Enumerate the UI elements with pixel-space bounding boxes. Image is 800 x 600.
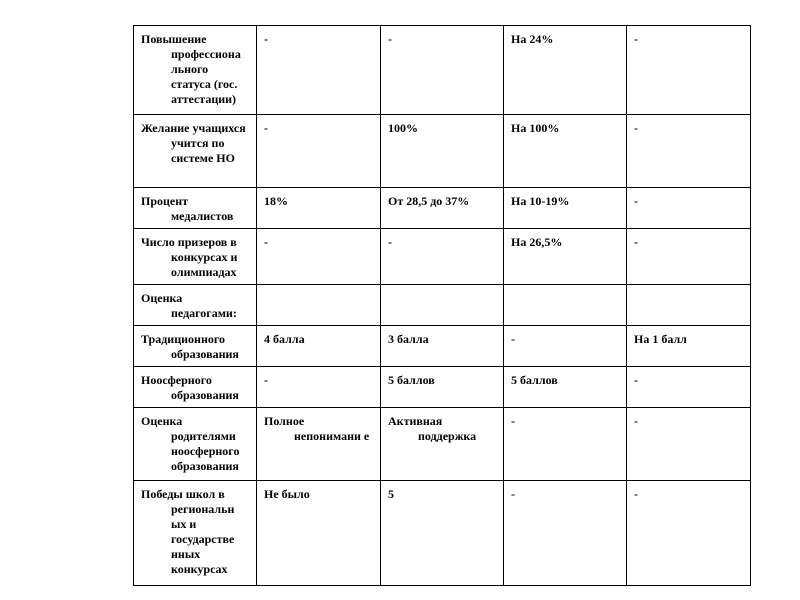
table-cell (257, 188, 381, 229)
cell-text: От 28,5 до 37% (388, 194, 470, 208)
row-label-cell (134, 26, 257, 115)
cell-text: - (511, 332, 515, 346)
cell-text: - (634, 414, 638, 428)
cell-text: - (511, 414, 515, 428)
cell-text: На 100% (511, 121, 560, 135)
table-row (134, 285, 751, 326)
table-cell (504, 115, 627, 188)
table-cell (504, 326, 627, 367)
table-row (134, 115, 751, 188)
cell-text: - (634, 487, 638, 501)
table-cell (381, 26, 504, 115)
table-row (134, 26, 751, 115)
table-row (134, 481, 751, 586)
row-label-cell (134, 229, 257, 285)
cell-text: - (388, 32, 392, 46)
table-cell (627, 367, 751, 408)
row-label-cell (134, 408, 257, 481)
table-cell (257, 115, 381, 188)
table-cell (381, 367, 504, 408)
table-cell (381, 408, 504, 481)
cell-text: 3 балла (388, 332, 429, 346)
table-cell (381, 285, 504, 326)
table-cell (504, 229, 627, 285)
table-row (134, 326, 751, 367)
table-cell (381, 115, 504, 188)
cell-text: - (634, 194, 638, 208)
table-cell (257, 326, 381, 367)
table-cell (381, 188, 504, 229)
results-table (133, 25, 751, 586)
row-label-cell (134, 481, 257, 586)
cell-text: Оценка педагогами: (141, 291, 237, 320)
cell-text: Оценка родителями ноосферного образования (141, 414, 240, 473)
cell-text: 5 баллов (511, 373, 558, 387)
table-row (134, 188, 751, 229)
cell-text: Процент медалистов (141, 194, 234, 223)
row-label-cell (134, 326, 257, 367)
cell-text: Повышение профессиона льного статуса (гос. аттестации) (141, 32, 241, 106)
cell-text: - (634, 32, 638, 46)
cell-text: Число призеров в конкурсах и олимпиадах (141, 235, 238, 279)
table-cell (627, 285, 751, 326)
cell-text: На 10-19% (511, 194, 570, 208)
cell-text: - (511, 487, 515, 501)
table-cell (381, 229, 504, 285)
cell-text: Полное непонимани е (264, 414, 370, 443)
table-cell (257, 26, 381, 115)
cell-text: 18% (264, 194, 288, 208)
table-cell (257, 481, 381, 586)
table-cell (257, 367, 381, 408)
cell-text: 5 (388, 487, 394, 501)
cell-text: - (634, 373, 638, 387)
table-cell (504, 285, 627, 326)
table-cell (257, 408, 381, 481)
cell-text: - (634, 121, 638, 135)
table-cell (257, 285, 381, 326)
row-label-cell (134, 285, 257, 326)
table-cell (627, 326, 751, 367)
cell-text: - (264, 235, 268, 249)
cell-text: Традиционного образования (141, 332, 239, 361)
table-cell (627, 481, 751, 586)
cell-text: На 24% (511, 32, 554, 46)
table-cell (257, 229, 381, 285)
table-cell (504, 367, 627, 408)
table-row (134, 408, 751, 481)
table-cell (627, 229, 751, 285)
row-label-cell (134, 367, 257, 408)
cell-text: Активная поддержка (388, 414, 477, 443)
cell-text: 5 баллов (388, 373, 435, 387)
cell-text: Желание учащихся учится по системе НО (141, 121, 246, 165)
table-cell (504, 481, 627, 586)
cell-text: Ноосферного образования (141, 373, 239, 402)
table-cell (627, 408, 751, 481)
table-cell (381, 481, 504, 586)
table-row (134, 229, 751, 285)
cell-text: - (634, 235, 638, 249)
table-cell (504, 188, 627, 229)
table-cell (627, 26, 751, 115)
cell-text: - (388, 235, 392, 249)
table-row (134, 367, 751, 408)
cell-text: Не было (264, 487, 310, 501)
table-cell (504, 26, 627, 115)
table-cell (504, 408, 627, 481)
table-cell (627, 115, 751, 188)
cell-text: - (264, 32, 268, 46)
table-cell (381, 326, 504, 367)
cell-text: Победы школ в региональн ых и государстве нных конкурсах (141, 487, 235, 576)
cell-text: На 26,5% (511, 235, 563, 249)
cell-text: - (264, 373, 268, 387)
row-label-cell (134, 115, 257, 188)
cell-text: 4 балла (264, 332, 305, 346)
row-label-cell (134, 188, 257, 229)
cell-text: На 1 балл (634, 332, 687, 346)
table-cell (627, 188, 751, 229)
cell-text: 100% (388, 121, 418, 135)
cell-text: - (264, 121, 268, 135)
